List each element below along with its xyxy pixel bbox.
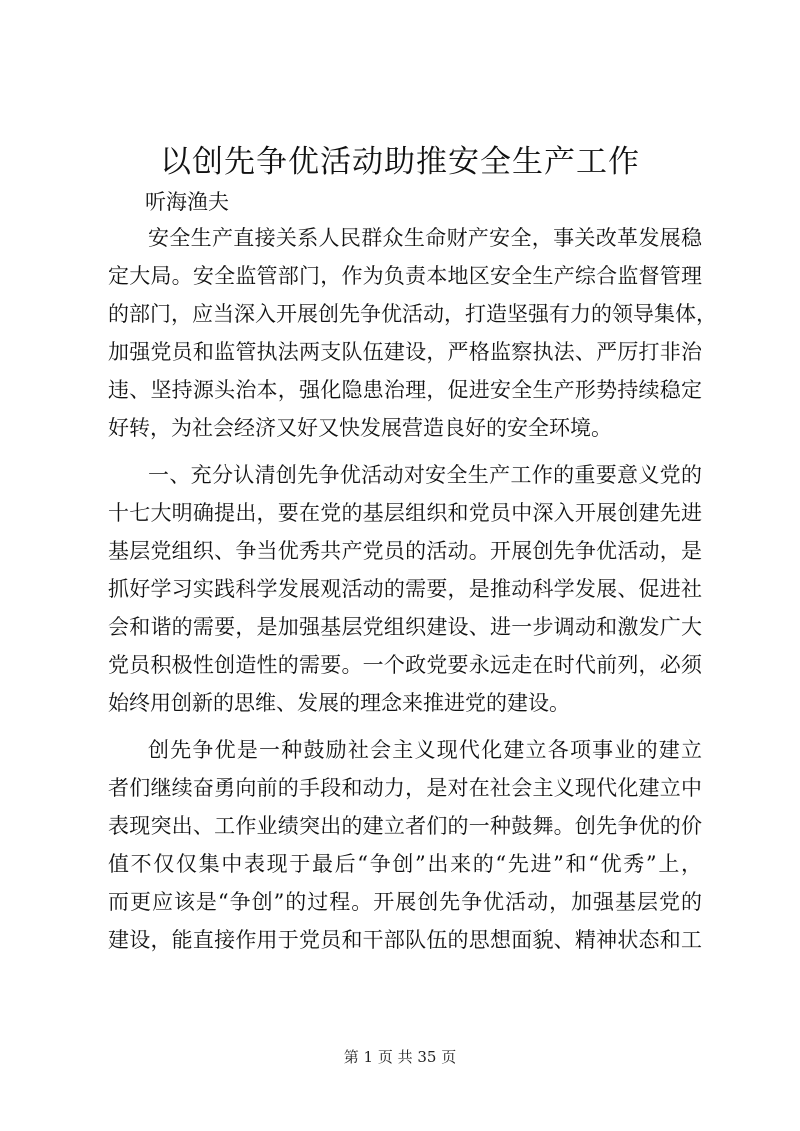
paragraph-line: 十七大明确提出，要在党的基层组织和党员中深入开展创建先进	[108, 501, 702, 525]
paragraph-line: 而更应该是“争创”的过程。开展创先争优活动，加强基层党的	[108, 890, 702, 914]
paragraph-line: 好转，为社会经济又好又快发展营造良好的安全环境。	[108, 416, 612, 440]
paragraph-line: 建设，能直接作用于党员和干部队伍的思想面貌、精神状态和工	[108, 928, 702, 952]
paragraph-line: 违、坚持源头治本，强化隐患治理，促进安全生产形势持续稳定	[108, 378, 702, 402]
paragraph-line: 一、充分认清创先争优活动对安全生产工作的重要意义党的	[148, 463, 702, 487]
document-author: 听海渔夫	[145, 190, 229, 214]
paragraph-line: 会和谐的需要，是加强基层党组织建设、进一步调动和激发广大	[108, 615, 702, 639]
paragraph-line: 抓好学习实践科学发展观活动的需要，是推动科学发展、促进社	[108, 577, 702, 601]
paragraph-line: 值不仅仅集中表现于最后“争创”出来的“先进”和“优秀”上，	[108, 852, 702, 876]
paragraph-line: 定大局。安全监管部门，作为负责本地区安全生产综合监督管理	[108, 264, 702, 288]
paragraph-line: 始终用创新的思维、发展的理念来推进党的建设。	[108, 691, 570, 715]
page-number: 第 1 页 共 35 页	[343, 1048, 457, 1066]
paragraph-line: 基层党组织、争当优秀共产党员的活动。开展创先争优活动，是	[108, 539, 702, 563]
document-body	[108, 219, 717, 959]
paragraph-line: 安全生产直接关系人民群众生命财产安全，事关改革发展稳	[148, 226, 702, 250]
paragraph-line: 者们继续奋勇向前的手段和动力，是对在社会主义现代化建立中	[108, 776, 702, 800]
paragraph-line: 创先争优是一种鼓励社会主义现代化建立各项事业的建立	[148, 738, 702, 762]
paragraph-line: 的部门，应当深入开展创先争优活动，打造坚强有力的领导集体，	[108, 302, 717, 326]
paragraph-line: 表现突出、工作业绩突出的建立者们的一种鼓舞。创先争优的价	[108, 814, 702, 838]
paragraph-line: 党员积极性创造性的需要。一个政党要永远走在时代前列，必须	[108, 653, 702, 677]
paragraph-1	[108, 219, 717, 447]
document-title: 以创先争优活动助推安全生产工作	[160, 144, 640, 180]
paragraph-2	[108, 456, 702, 722]
paragraph-3	[108, 731, 702, 959]
paragraph-line: 加强党员和监管执法两支队伍建设，严格监察执法、严厉打非治	[108, 340, 702, 364]
